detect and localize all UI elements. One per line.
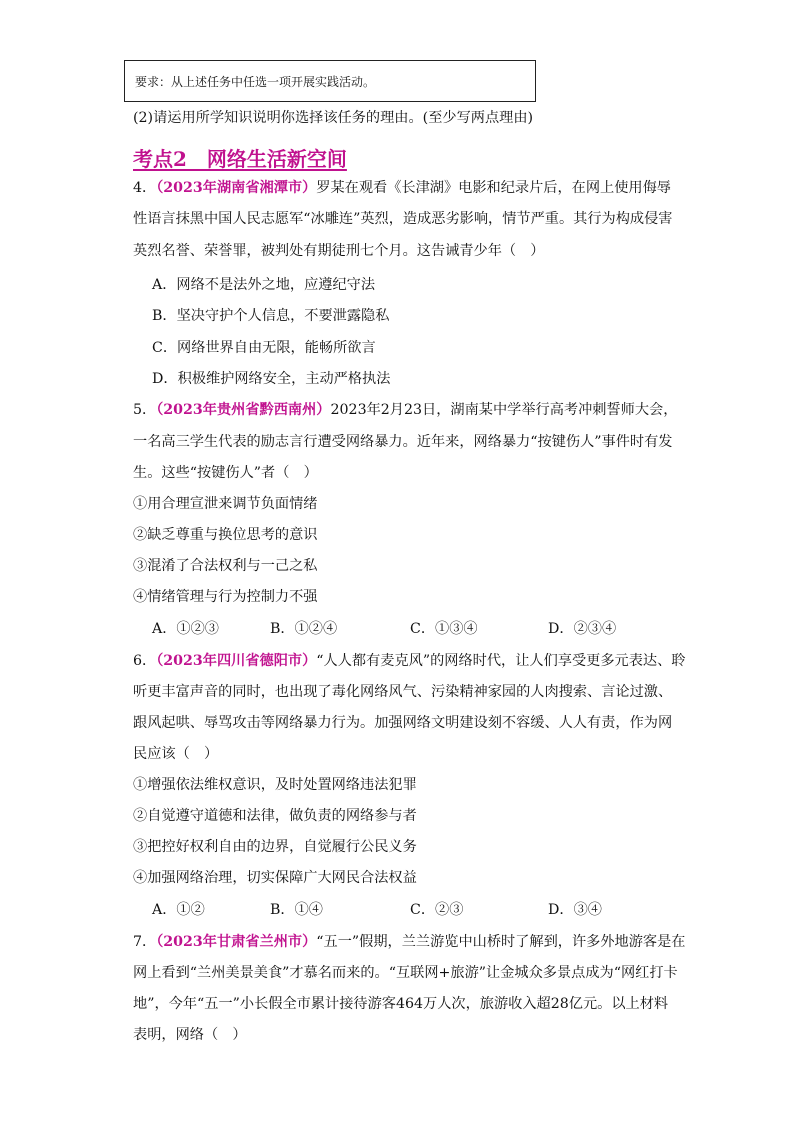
q4-text-1: 罗某在观看《长津湖》电影和纪录片后，在网上使用侮辱	[316, 180, 671, 196]
q5-statement-4: ④情绪管理与行为控制力不强	[133, 589, 318, 605]
q5-number: 5．	[133, 402, 157, 418]
q5-choice-d: D．②③④	[548, 621, 617, 637]
q4-line-1	[133, 178, 671, 198]
q7-line-2: 网上看到“兰州美景美食”才慕名而来的。“互联网+旅游”让金城众多景点成为“网红打卡	[133, 965, 678, 981]
q5-statement-3: ③混淆了合法权利与一己之私	[133, 558, 318, 574]
q4-line-3: 英烈名誉、荣誉罪，被判处有期徒刑七个月。这告诫青少年（ ）	[133, 243, 545, 259]
q4-line-2: 性语言抹黑中国人民志愿军“冰雕连”英烈，造成恶劣影响，情节严重。其行为构成侵害	[133, 211, 673, 227]
q5-source: （2023年贵州省黔西南州）	[156, 402, 331, 418]
q6-line-2: 听更丰富声音的同时，也出现了毒化网络风气、污染精神家园的人肉搜索、言论过激、	[133, 684, 673, 700]
q6-source: （2023年四川省德阳市）	[156, 653, 317, 669]
q6-number: 6．	[133, 653, 157, 669]
q3-part2-text: (2)请运用所学知识说明你选择该任务的理由。(至少写两点理由)	[133, 110, 534, 126]
q6-line-4: 民应该（ ）	[133, 746, 219, 762]
q5-line-2: 一名高三学生代表的励志言行遭受网络暴力。近年来，网络暴力“按键伤人”事件时有发	[133, 434, 673, 450]
q6-choice-a: A．①②	[152, 902, 205, 918]
q5-choice-c: C．①③④	[410, 621, 478, 637]
q6-line-3: 跟风起哄、辱骂攻击等网络暴力行为。加强网络文明建设刻不容缓、人人有责，作为网	[133, 715, 673, 731]
q6-choice-c: C．②③	[410, 902, 464, 918]
q7-text-1: “五一”假期，兰兰游览中山桥时了解到，许多外地游客是在	[316, 934, 686, 950]
requirement-text: 要求：从上述任务中任选一项开展实践活动。	[135, 75, 376, 89]
q6-choice-d: D．③④	[548, 902, 602, 918]
q4-option-c: C．网络世界自由无限，能畅所欲言	[152, 340, 376, 356]
q6-statement-4: ④加强网络治理，切实保障广大网民合法权益	[133, 870, 417, 886]
q7-line-3: 地”，今年“五一”小长假全市累计接待游客464万人次，旅游收入超28亿元。以上材料	[133, 996, 669, 1012]
q7-line-4: 表明，网络（ ）	[133, 1027, 247, 1043]
q6-text-1: “人人都有麦克风”的网络时代，让人们享受更多元表达、聆	[316, 653, 686, 669]
q6-statement-2: ②自觉遵守道德和法律，做负责的网络参与者	[133, 808, 417, 824]
q5-statement-1: ①用合理宣泄来调节负面情绪	[133, 496, 318, 512]
q6-statement-3: ③把控好权利自由的边界，自觉履行公民义务	[133, 839, 417, 855]
q5-line-3: 生。这些“按键伤人”者（ ）	[133, 465, 318, 481]
q5-line-1	[133, 400, 677, 420]
q4-option-d: D．积极维护网络安全，主动严格执法	[152, 371, 391, 387]
q7-source: （2023年甘肃省兰州市）	[156, 934, 317, 950]
q6-statement-1: ①增强依法维权意识，及时处置网络违法犯罪	[133, 777, 417, 793]
q5-choice-a: A．①②③	[152, 621, 219, 637]
section-heading: 考点2 网络生活新空间	[133, 147, 347, 171]
q4-source: （2023年湖南省湘潭市）	[156, 180, 317, 196]
q5-choice-b: B．①②④	[270, 621, 338, 637]
q6-line-1	[133, 651, 686, 671]
q7-number: 7．	[133, 934, 157, 950]
q6-choice-b: B．①④	[270, 902, 323, 918]
q4-option-b: B．坚决守护个人信息，不要泄露隐私	[152, 308, 390, 324]
requirement-box	[124, 60, 536, 102]
q7-line-1	[133, 932, 686, 952]
q4-option-a: A．网络不是法外之地，应遵纪守法	[152, 277, 376, 293]
q5-text-1: 2023年2月23日，湖南某中学举行高考冲刺誓师大会，	[330, 402, 678, 418]
q4-number: 4．	[133, 180, 157, 196]
q5-statement-2: ②缺乏尊重与换位思考的意识	[133, 527, 318, 543]
